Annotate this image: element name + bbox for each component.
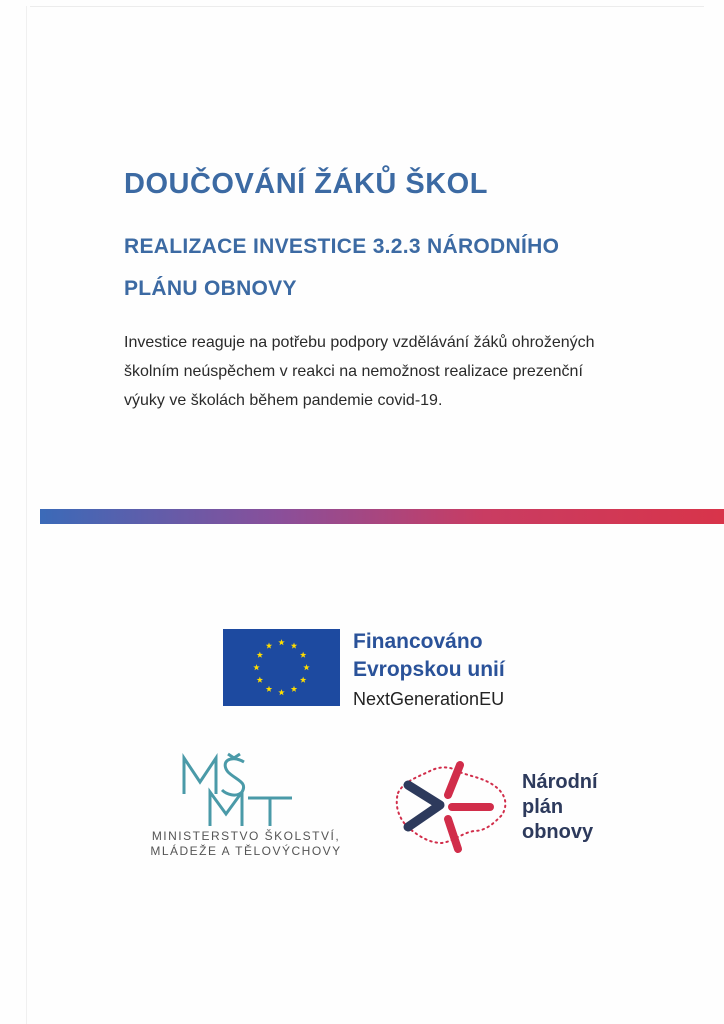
eu-star-icon (278, 639, 284, 645)
eu-flag-icon (223, 629, 340, 706)
eu-stars (223, 629, 340, 706)
eu-star-icon (266, 686, 272, 692)
subtitle-line-1: REALIZACE INVESTICE 3.2.3 NÁRODNÍHO (124, 235, 560, 258)
description-line-2: školním neúspěchem v reakci na nemožnost realizace prezenční (124, 363, 583, 380)
eu-star-icon (300, 652, 306, 658)
gradient-divider-bar (40, 509, 724, 524)
msmt-name-line-1: MINISTERSTVO ŠKOLSTVÍ, (151, 829, 341, 843)
npo-name (522, 770, 598, 845)
eu-star-icon (303, 664, 309, 670)
eu-star-icon (278, 689, 284, 695)
eu-star-icon (257, 677, 263, 683)
eu-star-icon (291, 686, 297, 692)
description-line-3: výuky ve školách během pandemie covid-19. (124, 392, 443, 409)
paper-edge-left (26, 6, 27, 1024)
eu-star-icon (257, 652, 263, 658)
msmt-logo-icon (180, 752, 295, 830)
eu-star-icon (266, 642, 272, 648)
npo-name-line-1: Národní (522, 771, 598, 793)
msmt-name-line-2: MLÁDEŽE A TĚLOVÝCHOVY (150, 844, 342, 858)
npo-name-line-2: plán (522, 796, 564, 818)
eu-text-line-2: Evropskou unií (353, 658, 505, 681)
document-title: DOUČOVÁNÍ ŽÁKŮ ŠKOL (124, 168, 488, 200)
eu-text-line-3: NextGenerationEU (353, 689, 505, 709)
eu-text-line-1: Financováno (353, 630, 483, 653)
eu-funding-text (353, 628, 505, 714)
msmt-name (126, 829, 366, 859)
npo-logo-icon (390, 757, 510, 857)
document-description (124, 328, 664, 415)
eu-star-icon (253, 664, 259, 670)
description-line-1: Investice reaguje na potřebu podpory vzdělávání žáků ohrožených (124, 334, 595, 351)
paper-edge-top (30, 6, 704, 7)
eu-star-icon (300, 677, 306, 683)
eu-star-icon (291, 642, 297, 648)
subtitle-line-2: PLÁNU OBNOVY (124, 277, 297, 300)
document-subtitle (124, 226, 684, 310)
npo-name-line-3: obnovy (522, 821, 594, 843)
